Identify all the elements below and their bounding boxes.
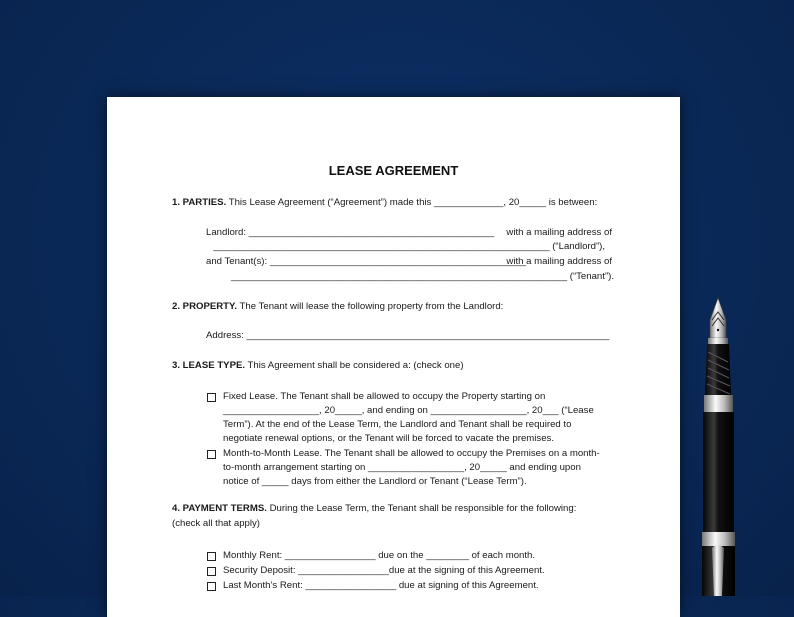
tenant-mail-label: with a mailing address of <box>506 256 612 267</box>
section-text: This Lease Agreement (“Agreement”) made this _____________, 20_____ is between: <box>228 197 598 208</box>
fixed-lease-text: negotiate renewal options, or the Tenant will be forced to vacate the premises. <box>223 433 555 444</box>
fixed-lease-text: Fixed Lease. The Tenant shall be allowed to occupy the Property starting on <box>223 391 546 402</box>
section-text: (check all that apply) <box>172 518 260 529</box>
section-heading: 4. PAYMENT TERMS. <box>172 503 267 514</box>
address-field[interactable]: Address: ____________________________________________________________________ <box>206 330 610 341</box>
payment-item: Security Deposit: _________________due at the signing of this Agreement. <box>223 565 545 576</box>
section-heading: 1. PARTIES. <box>172 197 227 208</box>
last-month-rent-checkbox[interactable] <box>207 582 216 591</box>
section-payment-terms <box>172 503 576 515</box>
monthly-rent-checkbox[interactable] <box>207 552 216 561</box>
section-property <box>172 301 503 313</box>
fountain-pen-icon <box>690 290 760 596</box>
fixed-lease-text: __________________, 20_____, and ending on __________________, 20___ (“Lease <box>223 405 594 416</box>
section-text: The Tenant will lease the following property from the Landlord: <box>239 301 504 312</box>
landlord-address-field[interactable]: _______________________________________________________________ (“Landlord”), <box>213 241 605 252</box>
section-parties <box>172 197 597 209</box>
section-text: This Agreement shall be considered a: (check one) <box>247 360 464 371</box>
month-lease-text: Month-to-Month Lease. The Tenant shall be allowed to occupy the Premises on a month- <box>223 448 600 459</box>
landlord-field[interactable]: Landlord: ______________________________________________ <box>206 227 495 238</box>
section-heading: 3. LEASE TYPE. <box>172 360 246 371</box>
document-title: LEASE AGREEMENT <box>328 163 459 178</box>
payment-item: Last Month’s Rent: _________________ due at signing of this Agreement. <box>223 580 539 591</box>
tenant-address-field[interactable]: _______________________________________________________________ (“Tenant”). <box>230 271 614 282</box>
month-to-month-checkbox[interactable] <box>207 450 216 459</box>
month-lease-text: to-month arrangement starting on __________________, 20_____ and ending upon <box>223 462 581 473</box>
section-lease-type <box>172 360 464 372</box>
section-heading: 2. PROPERTY. <box>172 301 238 312</box>
lease-document <box>107 97 680 617</box>
fixed-lease-text: Term”). At the end of the Lease Term, the Landlord and Tenant shall be required to <box>223 419 572 430</box>
month-lease-text: notice of _____ days from either the Landlord or Tenant (“Lease Term”). <box>223 476 527 487</box>
payment-item: Monthly Rent: _________________ due on the ________ of each month. <box>223 550 536 561</box>
tenant-field[interactable]: and Tenant(s): ________________________________________________ <box>206 256 526 267</box>
section-text: During the Lease Term, the Tenant shall be responsible for the following: <box>269 503 577 514</box>
fixed-lease-checkbox[interactable] <box>207 393 216 402</box>
landlord-mail-label: with a mailing address of <box>506 227 612 238</box>
security-deposit-checkbox[interactable] <box>207 567 216 576</box>
